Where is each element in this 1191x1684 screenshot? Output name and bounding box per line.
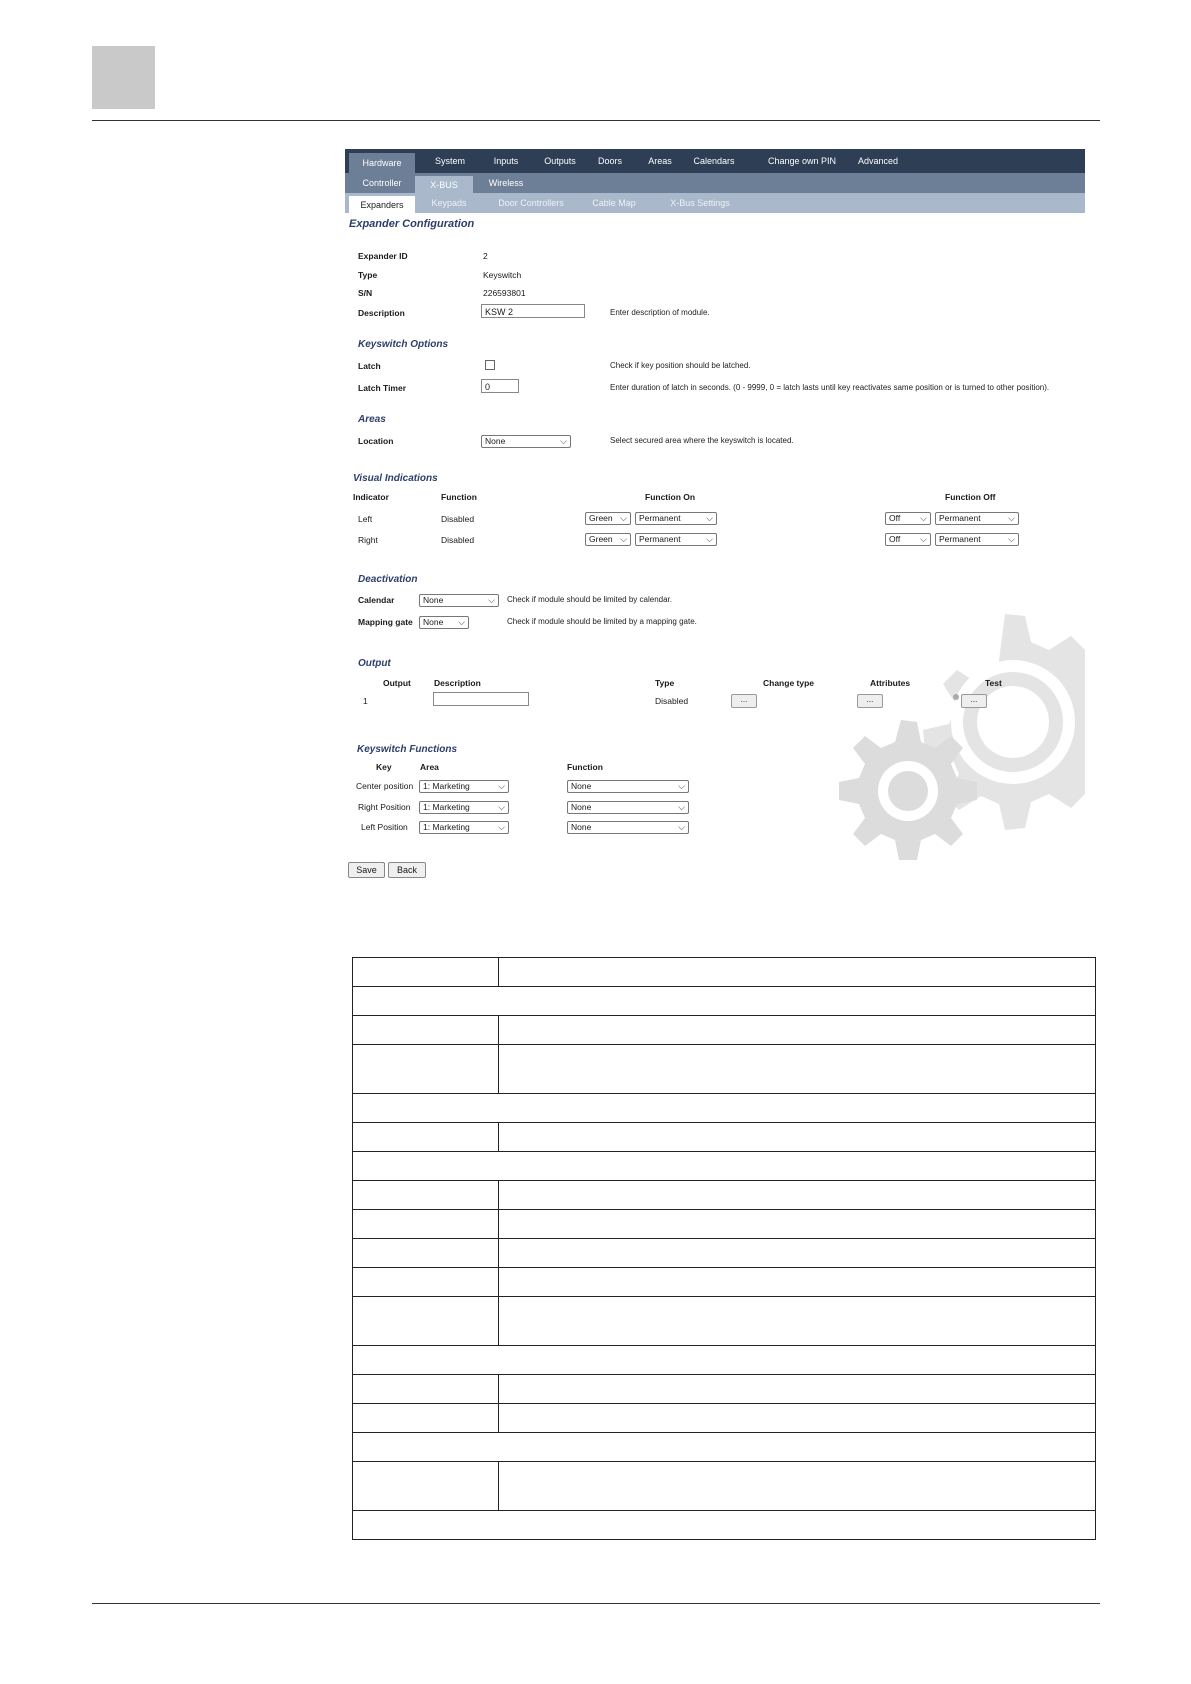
table-section-row	[353, 1511, 1096, 1540]
table-section-row	[353, 1094, 1096, 1123]
mapping-gate-label: Mapping gate	[358, 617, 413, 627]
table-cell	[353, 1433, 1096, 1462]
col-attributes: Attributes	[870, 678, 911, 688]
right-off-mode-value: Permanent	[939, 534, 981, 544]
table-section-row	[353, 1346, 1096, 1375]
tab-controller[interactable]: Controller	[362, 178, 402, 188]
table-cell	[499, 1181, 1096, 1210]
indicator-right: Right	[358, 535, 378, 545]
table-cell	[499, 1045, 1096, 1094]
right-off-color-select[interactable]	[885, 533, 931, 546]
col-function-off: Function Off	[945, 492, 996, 502]
col-output: Output	[383, 678, 411, 688]
chevron-down-icon: ⌵	[498, 822, 505, 832]
secondary-nav	[345, 173, 1085, 193]
location-label: Location	[358, 436, 394, 446]
chevron-down-icon: ⌵	[560, 436, 567, 446]
col-key-function: Function	[567, 762, 603, 772]
table-row	[353, 1181, 1096, 1210]
indicator-right-function: Disabled	[441, 535, 475, 545]
right-area-select[interactable]	[419, 801, 509, 814]
tab-system[interactable]: System	[434, 156, 465, 166]
center-function-select[interactable]	[567, 780, 689, 793]
col-change-type: Change type	[763, 678, 815, 688]
latch-timer-input[interactable]: 0	[481, 379, 519, 393]
attributes-button[interactable]: ...	[857, 694, 883, 708]
table-cell	[499, 1239, 1096, 1268]
key-left-position: Left Position	[361, 822, 408, 832]
table-cell	[353, 1045, 499, 1094]
right-off-color-value: Off	[889, 534, 901, 544]
latch-timer-label: Latch Timer	[358, 383, 407, 393]
description-input[interactable]: KSW 2	[481, 304, 585, 318]
table-cell	[353, 1181, 499, 1210]
left-on-mode-value: Permanent	[639, 513, 681, 523]
table-cell	[353, 1152, 1096, 1181]
chevron-down-icon: ⌵	[1008, 534, 1015, 544]
indicator-left: Left	[358, 514, 373, 524]
chevron-down-icon: ⌵	[458, 617, 465, 627]
type-value: Keyswitch	[483, 270, 522, 280]
mapping-gate-select[interactable]	[419, 616, 469, 629]
calendar-label: Calendar	[358, 595, 395, 605]
tertiary-nav	[345, 193, 1085, 213]
description-label: Description	[358, 308, 405, 318]
chevron-down-icon: ⌵	[706, 513, 713, 523]
type-label: Type	[358, 270, 378, 280]
left-function-value: None	[571, 822, 592, 832]
calendar-select-value: None	[423, 595, 444, 605]
deactivation-heading: Deactivation	[358, 574, 418, 585]
expander-id-label: Expander ID	[358, 251, 408, 261]
latch-checkbox[interactable]	[485, 360, 495, 370]
primary-nav	[345, 149, 1085, 173]
sn-label: S/N	[358, 288, 373, 298]
table-row	[353, 1297, 1096, 1346]
table-row	[353, 958, 1096, 987]
table-row	[353, 1462, 1096, 1511]
location-select-value: None	[485, 436, 506, 446]
areas-heading: Areas	[358, 414, 386, 425]
chevron-down-icon: ⌵	[706, 534, 713, 544]
output-description-input[interactable]	[433, 692, 529, 706]
table-cell	[499, 1268, 1096, 1297]
table-cell	[499, 1123, 1096, 1152]
footer-rule	[92, 1603, 1100, 1604]
table-section-row	[353, 1152, 1096, 1181]
col-key: Key	[376, 762, 392, 772]
table-cell	[353, 1375, 499, 1404]
latch-hint: Check if key position should be latched.	[610, 361, 751, 370]
center-area-select[interactable]	[419, 780, 509, 793]
col-description: Description	[434, 678, 481, 688]
chevron-down-icon: ⌵	[920, 534, 927, 544]
chevron-down-icon: ⌵	[678, 802, 685, 812]
tab-areas[interactable]: Areas	[648, 156, 672, 166]
table-cell	[353, 1297, 499, 1346]
table-cell	[353, 1511, 1096, 1540]
table-cell	[353, 958, 499, 987]
left-off-mode-value: Permanent	[939, 513, 981, 523]
table-cell	[353, 1268, 499, 1297]
left-on-color-value: Green	[589, 513, 613, 523]
left-off-mode-select[interactable]	[935, 512, 1019, 525]
table-cell	[353, 1239, 499, 1268]
chevron-down-icon: ⌵	[678, 822, 685, 832]
col-function-on: Function On	[645, 492, 696, 502]
mapping-gate-select-value: None	[423, 617, 444, 627]
chevron-down-icon: ⌵	[498, 802, 505, 812]
expander-id-value: 2	[483, 251, 488, 261]
header-rule	[92, 120, 1100, 121]
right-function-select[interactable]	[567, 801, 689, 814]
col-test: Test	[985, 678, 1002, 688]
table-row	[353, 1123, 1096, 1152]
keyswitch-options-heading: Keyswitch Options	[358, 339, 449, 350]
output-heading: Output	[358, 658, 391, 669]
header-corner-square	[92, 46, 155, 109]
right-on-mode-select[interactable]	[635, 533, 717, 546]
test-button[interactable]: ...	[961, 694, 987, 708]
latch-timer-hint: Enter duration of latch in seconds. (0 - 9999, 0 = latch lasts until key reactivates same position or is turned to other position).	[610, 383, 1050, 392]
col-indicator: Indicator	[353, 492, 389, 502]
table-cell	[353, 1462, 499, 1511]
key-center-position: Center position	[356, 781, 414, 791]
output-state-led-icon	[953, 694, 959, 700]
table-cell	[353, 1123, 499, 1152]
table-cell	[499, 1375, 1096, 1404]
tab-wireless[interactable]: Wireless	[488, 178, 524, 188]
chevron-down-icon: ⌵	[488, 595, 495, 605]
center-function-value: None	[571, 781, 592, 791]
table-row	[353, 1210, 1096, 1239]
tab-outputs[interactable]: Outputs	[544, 156, 576, 166]
tab-x-bus-settings[interactable]: X-Bus Settings	[670, 198, 730, 208]
table-cell	[499, 1016, 1096, 1045]
left-off-color-value: Off	[889, 513, 901, 523]
table-cell	[499, 1210, 1096, 1239]
tab-x-bus[interactable]: X-BUS	[415, 176, 473, 193]
keyswitch-functions-heading: Keyswitch Functions	[357, 744, 458, 755]
left-off-color-select[interactable]	[885, 512, 931, 525]
tab-inputs[interactable]: Inputs	[493, 156, 519, 166]
left-area-value: 1: Marketing	[423, 822, 470, 832]
left-function-select[interactable]	[567, 821, 689, 834]
latch-label: Latch	[358, 361, 381, 371]
left-on-mode-select[interactable]	[635, 512, 717, 525]
output-row-number: 1	[363, 696, 368, 706]
tab-cable-map[interactable]: Cable Map	[592, 198, 636, 208]
table-cell	[353, 1094, 1096, 1123]
chevron-down-icon: ⌵	[1008, 513, 1015, 523]
left-area-select[interactable]	[419, 821, 509, 834]
location-hint: Select secured area where the keyswitch is located.	[610, 436, 794, 445]
output-row-type: Disabled	[655, 696, 689, 706]
tab-calendars[interactable]: Calendars	[693, 156, 735, 166]
table-row	[353, 1016, 1096, 1045]
indicator-left-function: Disabled	[441, 514, 475, 524]
right-on-color-value: Green	[589, 534, 613, 544]
tab-door-controllers[interactable]: Door Controllers	[498, 198, 564, 208]
save-button[interactable]: Save	[348, 862, 385, 878]
key-right-position: Right Position	[358, 802, 411, 812]
table-cell	[353, 1346, 1096, 1375]
table-row	[353, 1268, 1096, 1297]
right-area-value: 1: Marketing	[423, 802, 470, 812]
chevron-down-icon: ⌵	[620, 513, 627, 523]
col-type: Type	[655, 678, 675, 688]
tab-keypads[interactable]: Keypads	[431, 198, 467, 208]
back-button[interactable]: Back	[388, 862, 426, 878]
table-row	[353, 1239, 1096, 1268]
calendar-hint: Check if module should be limited by calendar.	[507, 595, 672, 604]
sn-value: 226593801	[483, 288, 526, 298]
left-on-color-select[interactable]	[585, 512, 631, 525]
tab-advanced[interactable]: Advanced	[857, 156, 899, 166]
table-cell	[499, 1404, 1096, 1433]
table-cell	[353, 1210, 499, 1239]
table-row	[353, 1404, 1096, 1433]
location-select[interactable]	[481, 435, 571, 448]
table-cell	[353, 987, 1096, 1016]
visual-indications-heading: Visual Indications	[353, 473, 438, 484]
right-on-mode-value: Permanent	[639, 534, 681, 544]
change-type-button[interactable]: ...	[731, 694, 757, 708]
center-area-value: 1: Marketing	[423, 781, 470, 791]
tab-change-own-pin[interactable]: Change own PIN	[767, 156, 837, 166]
page-title: Expander Configuration	[349, 218, 475, 230]
reference-table	[352, 957, 1096, 1540]
chevron-down-icon: ⌵	[620, 534, 627, 544]
col-area: Area	[420, 762, 439, 772]
calendar-select[interactable]	[419, 594, 499, 607]
chevron-down-icon: ⌵	[920, 513, 927, 523]
table-section-row	[353, 1433, 1096, 1462]
table-cell	[353, 1404, 499, 1433]
gear-watermark-icon	[835, 594, 1085, 874]
table-cell	[499, 958, 1096, 987]
right-function-value: None	[571, 802, 592, 812]
table-row	[353, 1375, 1096, 1404]
screenshot-frame	[345, 149, 1085, 880]
mapping-gate-hint: Check if module should be limited by a mapping gate.	[507, 617, 697, 626]
table-cell	[499, 1462, 1096, 1511]
right-on-color-select[interactable]	[585, 533, 631, 546]
tab-hardware[interactable]: Hardware	[349, 153, 415, 173]
chevron-down-icon: ⌵	[498, 781, 505, 791]
chevron-down-icon: ⌵	[678, 781, 685, 791]
col-function: Function	[441, 492, 477, 502]
description-hint: Enter description of module.	[610, 308, 710, 317]
table-cell	[499, 1297, 1096, 1346]
table-section-row	[353, 987, 1096, 1016]
table-row	[353, 1045, 1096, 1094]
right-off-mode-select[interactable]	[935, 533, 1019, 546]
table-cell	[353, 1016, 499, 1045]
tab-expanders[interactable]: Expanders	[349, 196, 415, 213]
tab-doors[interactable]: Doors	[597, 156, 622, 166]
